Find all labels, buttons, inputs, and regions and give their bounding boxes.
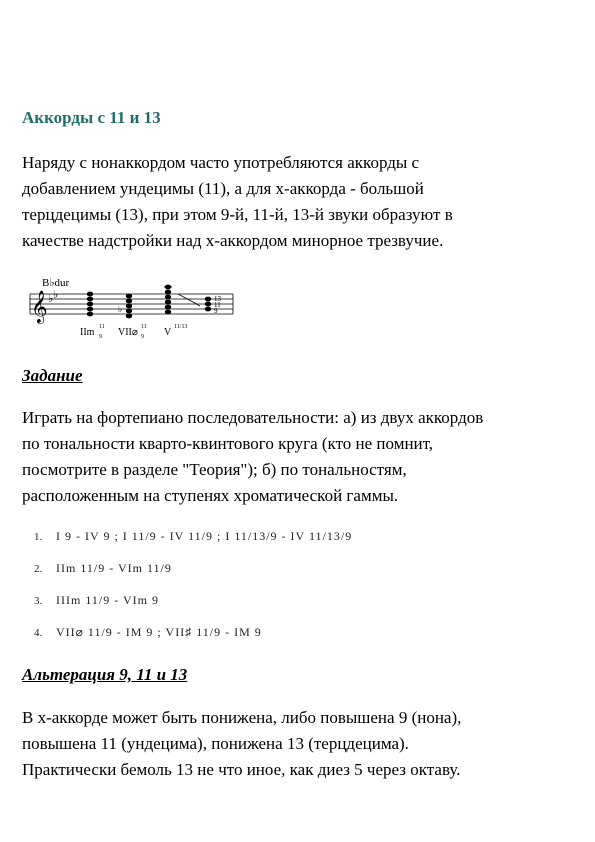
svg-text:9: 9 <box>214 307 218 315</box>
svg-text:9: 9 <box>99 334 102 340</box>
svg-text:9: 9 <box>141 334 144 340</box>
task-line: посмотрите в разделе "Теория"); б) по тональностям, <box>22 460 407 479</box>
chord-progression-examples <box>34 528 352 656</box>
intro-paragraph <box>22 150 577 254</box>
music-staff-figure <box>28 272 258 344</box>
intro-line: качестве надстройки над х-аккордом минорное трезвучие. <box>22 231 444 250</box>
section-heading: Аккорды с 11 и 13 <box>22 108 161 127</box>
task-paragraph <box>22 405 577 509</box>
svg-text:11: 11 <box>214 301 221 309</box>
chord-labels <box>80 324 187 340</box>
task-heading: Задание <box>22 366 83 385</box>
chord-4 <box>205 297 211 312</box>
flat-icon: ♭ <box>53 289 59 301</box>
svg-text:11/13: 11/13 <box>174 324 188 330</box>
intro-line: добавлением ундецимы (11), а для х-аккорда - большой <box>22 179 424 198</box>
task-line: Играть на фортепиано последовательности: а) из двух аккордов <box>22 408 484 427</box>
intro-line: Наряду с нонаккордом часто употребляются аккорды с <box>22 153 420 172</box>
key-label: B♭dur <box>42 277 70 289</box>
svg-text:♭: ♭ <box>118 304 123 314</box>
treble-clef-icon: 𝄞 <box>31 292 48 323</box>
svg-text:11: 11 <box>99 324 105 330</box>
alteration-line: повышена 11 (ундецима), понижена 13 (терцдецима). <box>22 734 409 753</box>
chord-1 <box>87 292 93 317</box>
chord-3 <box>164 285 172 315</box>
alteration-paragraph <box>22 705 577 783</box>
tension-labels <box>214 295 222 315</box>
example-row: 1. I 9 - IV 9 ; I 11/9 - IV 11/9 ; I 11/13/9 - IV 11/13/9 <box>34 529 353 543</box>
example-row: 4. VII⌀ 11/9 - IM 9 ; VII♯ 11/9 - IM 9 <box>34 625 262 639</box>
example-row: 2. IIm 11/9 - VIm 11/9 <box>34 561 172 575</box>
flat-icon: ♭ <box>48 293 54 305</box>
svg-text:V: V <box>164 327 172 338</box>
alteration-heading: Альтерация 9, 11 и 13 <box>22 665 188 684</box>
intro-line: терцдецимы (13), при этом 9-й, 11-й, 13-й звуки образуют в <box>22 205 453 224</box>
example-row: 3. IIIm 11/9 - VIm 9 <box>34 593 159 607</box>
task-line: по тональности кварто-квинтового круга (кто не помнит, <box>22 434 434 453</box>
svg-text:VII⌀: VII⌀ <box>118 327 138 338</box>
alteration-line: В х-аккорде может быть понижена, либо повышена 9 (нона), <box>22 708 462 727</box>
svg-text:13: 13 <box>214 295 221 303</box>
svg-text:11: 11 <box>141 324 147 330</box>
chord-2 <box>118 294 132 319</box>
svg-text:IIm: IIm <box>80 327 95 338</box>
alteration-line: Практически бемоль 13 не что иное, как диез 5 через октаву. <box>22 760 461 779</box>
task-line: расположенным на ступенях хроматической гаммы. <box>22 486 399 505</box>
